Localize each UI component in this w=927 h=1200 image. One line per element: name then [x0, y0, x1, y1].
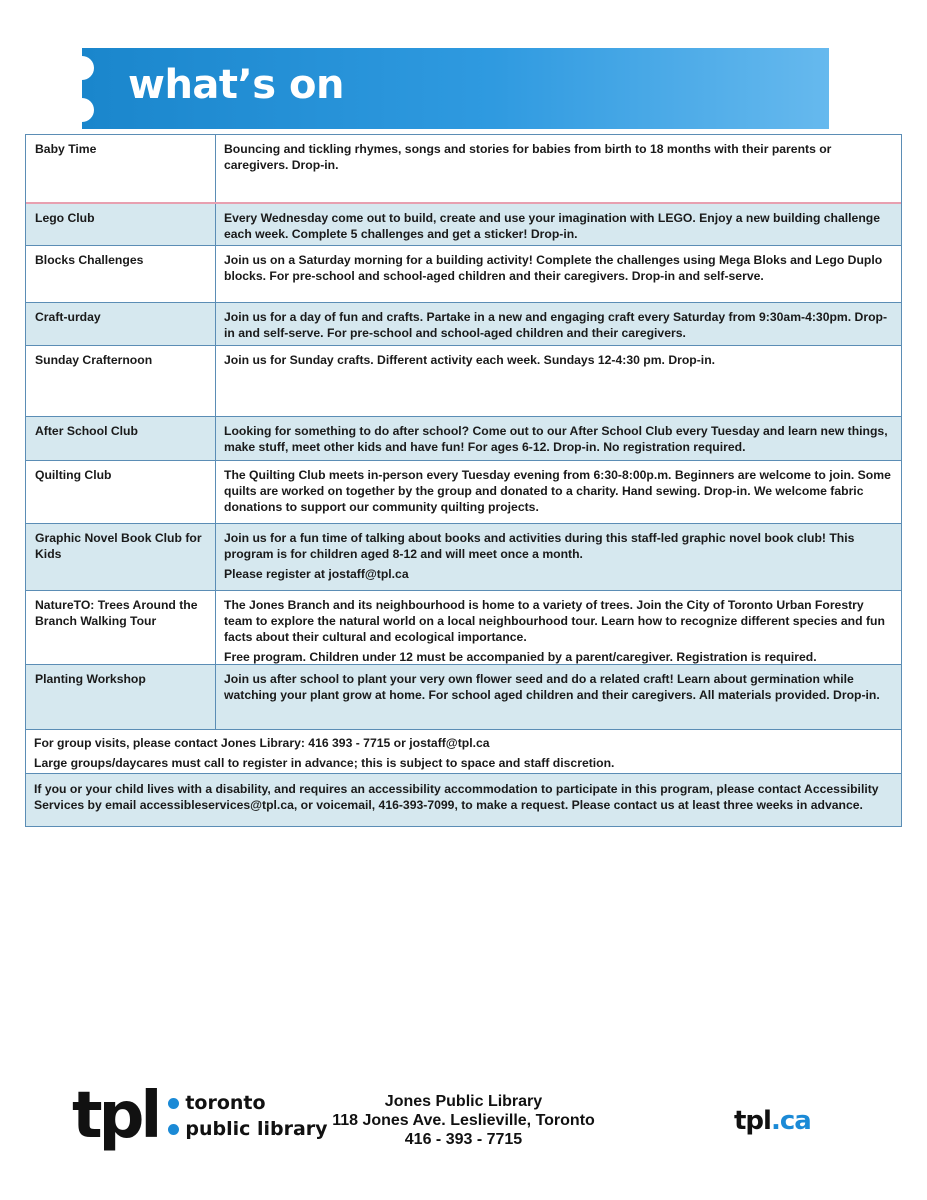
program-description: [216, 461, 901, 523]
contact-info: [25, 729, 902, 827]
program-name: NatureTO: Trees Around the Branch Walking Tour: [26, 591, 216, 664]
description-text: Join us for Sunday crafts. Different activity each week. Sundays 12-4:30 pm. Drop-in.: [224, 353, 716, 367]
website-link[interactable]: [734, 1106, 811, 1136]
description-text: The Jones Branch and its neighbourhood is home to a variety of trees. Join the City of Toronto Urban Forestry team to explore the natural world on a local neighbourhood tour. Learn how to recognize different species and fun facts about their cultural and ecological importance.: [224, 598, 885, 644]
dot-icon: [168, 1098, 179, 1109]
table-row: [26, 135, 901, 202]
program-name: After School Club: [26, 417, 216, 460]
description-text: The Quilting Club meets in-person every Tuesday evening from 6:30-8:00p.m. Beginners are welcome to join. Some quilts are worked on together by the group and donated to a charity. Hand sewing. Drop-in. We welcome fabric donations to support our community quilting projects.: [224, 468, 891, 514]
logo-word: toronto: [185, 1092, 266, 1114]
program-name: Blocks Challenges: [26, 246, 216, 302]
logo-mark: tpl: [72, 1079, 159, 1153]
group-visits-line: For group visits, please contact Jones Library: 416 393 - 7715 or jostaff@tpl.ca: [34, 736, 490, 750]
dot-icon: [168, 1124, 179, 1135]
logo-word: public library: [185, 1118, 328, 1140]
program-description: [216, 135, 901, 202]
program-description: [216, 303, 901, 345]
program-description: [216, 204, 901, 245]
branch-address: [300, 1092, 627, 1149]
banner-notch: [82, 56, 94, 80]
table-row: [26, 664, 901, 729]
program-description: [216, 417, 901, 460]
tpl-logo: [72, 1079, 328, 1153]
street-address: 118 Jones Ave. Leslieville, Toronto: [332, 1112, 595, 1129]
description-text: Please register at jostaff@tpl.ca: [224, 567, 409, 581]
program-description: [216, 246, 901, 302]
description-text: Join us on a Saturday morning for a building activity! Complete the challenges using Mega Bloks and Lego Duplo blocks. For pre-school and school-aged children and their caregivers. Drop-in and self-serve.: [224, 253, 883, 283]
url-main: tpl: [734, 1106, 771, 1136]
description-text: Join us after school to plant your very own flower seed and do a related craft! Learn about germination while watching your plant grow at home. For school aged children and their caregivers. All materials provided. Drop-in.: [224, 672, 880, 702]
table-row: [26, 245, 901, 302]
program-name: Quilting Club: [26, 461, 216, 523]
table-row: [26, 302, 901, 345]
accessibility-text: If you or your child lives with a disability, and requires an accessibility accommodation to participate in this program, please contact Accessibility Services by email accessibleservices@tpl.ca, or voicemail, 416-393-7099, to make a request. Please contact us at least three weeks in advance.: [34, 782, 879, 812]
branch-phone: 416 - 393 - 7715: [404, 1131, 523, 1148]
group-visits-block: [26, 729, 901, 773]
group-visits-line: Large groups/daycares must call to register in advance; this is subject to space and staff discretion.: [34, 756, 615, 770]
table-row: [26, 202, 901, 245]
program-name: Lego Club: [26, 204, 216, 245]
programs-table: [25, 134, 902, 730]
program-name: Planting Workshop: [26, 665, 216, 729]
description-text: Free program. Children under 12 must be accompanied by a parent/caregiver. Registration is required.: [224, 650, 817, 664]
description-text: Every Wednesday come out to build, create and use your imagination with LEGO. Enjoy a new building challenge each week. Complete 5 challenges and get a sticker! Drop-in.: [224, 211, 880, 241]
table-row: [26, 416, 901, 460]
description-text: Bouncing and tickling rhymes, songs and stories for babies from birth to 18 months with their parents or caregivers. Drop-in.: [224, 142, 832, 172]
program-description: [216, 346, 901, 416]
description-text: Looking for something to do after school? Come out to our After School Club every Tuesday and learn new things, make stuff, meet other kids and have fun! For ages 6-12. Drop-in. No registration required.: [224, 424, 888, 454]
description-text: Join us for a day of fun and crafts. Partake in a new and engaging craft every Saturday from 9:30am-4:30pm. Drop-in and self-serve. For pre-school and school-aged children and their caregivers.: [224, 310, 888, 340]
program-description: [216, 591, 901, 664]
table-row: [26, 590, 901, 664]
page-title: what’s on: [128, 62, 344, 108]
program-name: Sunday Crafternoon: [26, 346, 216, 416]
accessibility-block: [26, 773, 901, 826]
program-name: Graphic Novel Book Club for Kids: [26, 524, 216, 590]
program-name: Craft-urday: [26, 303, 216, 345]
table-row: [26, 523, 901, 590]
url-accent: .ca: [770, 1106, 811, 1136]
program-description: [216, 524, 901, 590]
table-row: [26, 345, 901, 416]
table-row: [26, 460, 901, 523]
banner-notch: [82, 98, 94, 122]
branch-name: Jones Public Library: [384, 1093, 543, 1110]
description-text: Join us for a fun time of talking about books and activities during this staff-led graphic novel book club! This program is for children aged 8-12 and will meet once a month.: [224, 531, 855, 561]
header-banner: [82, 48, 829, 129]
program-name: Baby Time: [26, 135, 216, 202]
program-description: [216, 665, 901, 729]
